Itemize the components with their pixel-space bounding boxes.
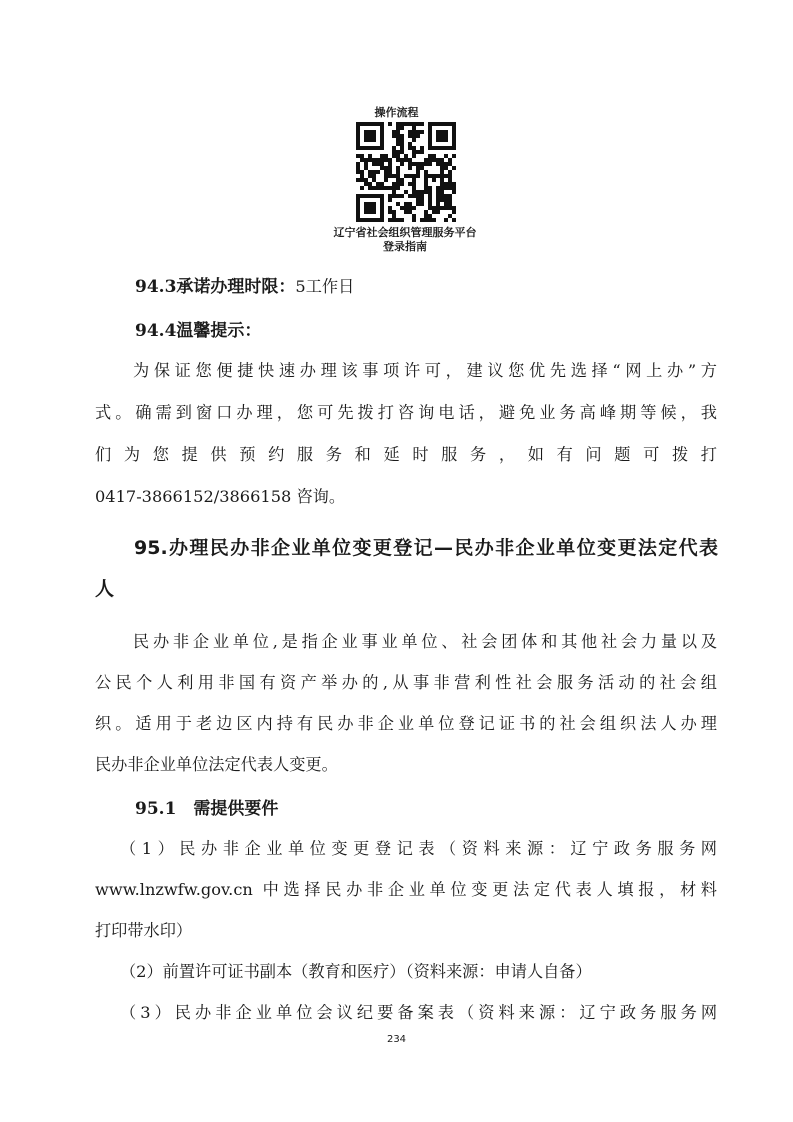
- intro-line-4: 民办非企业单位法定代表人变更。: [95, 755, 338, 774]
- qr-code-graphic: [356, 122, 456, 222]
- section-95-1-heading: 95.1 需提供要件: [135, 799, 279, 819]
- section-95-heading-line-2: 人: [95, 578, 115, 600]
- item-3-line-1: （3）民办非企业单位会议纪要备案表（资料来源：辽宁政务服务网: [120, 1003, 717, 1022]
- section-94-3: [135, 272, 354, 297]
- item-1-line-1: （1）民办非企业单位变更登记表（资料来源：辽宁政务服务网: [120, 839, 717, 858]
- page-number: 234: [386, 1034, 407, 1045]
- intro-line-2: 公民个人利用非国有资产举办的,从事非营利性社会服务活动的社会组: [95, 673, 717, 692]
- section-94-3-value: 5工作日: [295, 277, 355, 296]
- item-2: （2）前置许可证书副本（教育和医疗）（资料来源：申请人自备）: [120, 962, 592, 981]
- tip-line-1: 为保证您便捷快速办理该事项许可，建议您优先选择“网上办”方: [133, 361, 717, 380]
- qr-code-image: [356, 122, 456, 222]
- tip-line-2: 式。确需到窗口办理，您可先拨打咨询电话，避免业务高峰期等候，我: [95, 403, 717, 422]
- tip-line-4: 0417-3866152/3866158 咨询。: [95, 487, 346, 506]
- qr-caption: 辽宁省社会组织管理服务平台登录指南: [333, 226, 477, 253]
- qr-title: 操作流程: [374, 106, 419, 119]
- section-94-3-label: 94.3承诺办理时限：: [135, 277, 296, 297]
- intro-line-1: 民办非企业单位,是指企业事业单位、社会团体和其他社会力量以及: [133, 632, 717, 651]
- section-95-heading-line-1: 95.办理民办非企业单位变更登记—民办非企业单位变更法定代表: [134, 537, 718, 559]
- item-1-line-3: 打印带水印）: [95, 921, 193, 940]
- tip-line-3: 们为您提供预约服务和延时服务，如有问题可拨打: [95, 445, 717, 464]
- item-1-line-2: www.lnzwfw.gov.cn 中选择民办非企业单位变更法定代表人填报，材料: [95, 880, 717, 899]
- intro-line-3: 织。适用于老边区内持有民办非企业单位登记证书的社会组织法人办理: [95, 714, 717, 733]
- section-94-4-heading: 94.4温馨提示：: [135, 321, 262, 341]
